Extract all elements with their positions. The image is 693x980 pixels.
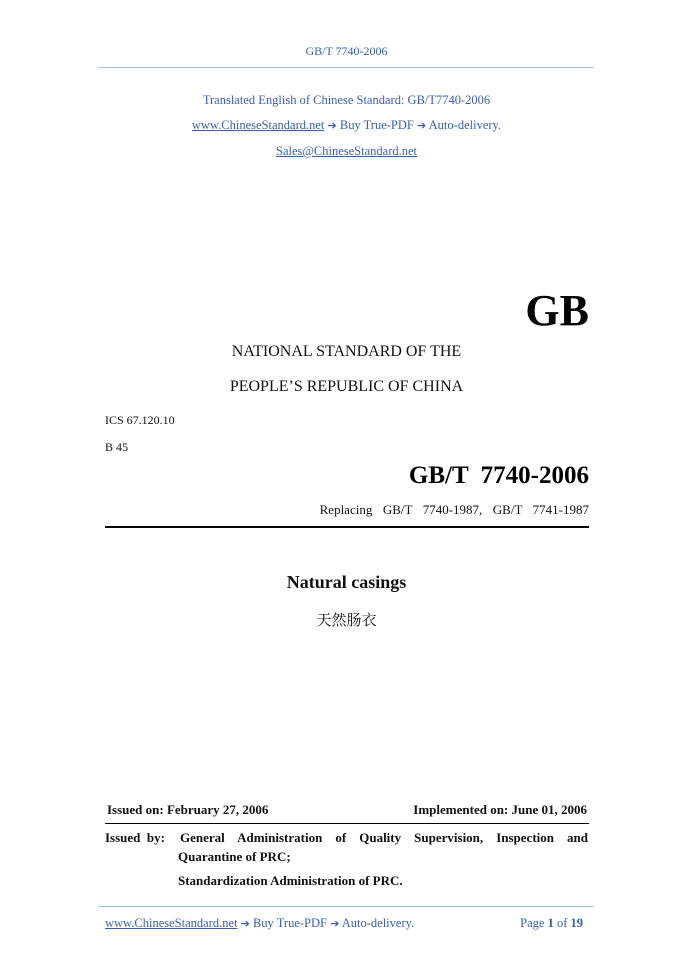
issued-by-line-1: General Administration of Quality Supervision, Inspection and xyxy=(180,830,588,845)
national-standard-line-1: NATIONAL STANDARD OF THE xyxy=(231,343,462,360)
sales-email-link[interactable]: Sales@ChineseStandard.net xyxy=(276,144,417,158)
gb-mark: GB xyxy=(525,286,589,335)
implemented-on-date: Implemented on: June 01, 2006 xyxy=(413,802,587,817)
ics-code: ICS 67.120.10 xyxy=(105,413,175,427)
footer-buy-true-pdf-text: Buy True-PDF xyxy=(252,916,327,930)
arrow-right-icon: ➔ xyxy=(417,119,427,132)
issued-on-date: Issued on: February 27, 2006 xyxy=(107,802,269,817)
national-standard-line-2: PEOPLE’S REPUBLIC OF CHINA xyxy=(229,378,464,395)
header-doc-code: GB/T 7740-2006 xyxy=(305,44,388,58)
page-of: of xyxy=(556,916,568,930)
replacing-standards: Replacing GB/T 7740-1987, GB/T 7741-1987 xyxy=(319,502,589,517)
issued-by-line-2: Quarantine of PRC; xyxy=(178,849,291,864)
arrow-right-icon: ➔ xyxy=(240,917,250,930)
issue-divider xyxy=(105,823,589,824)
page-indicator xyxy=(520,916,583,931)
page-word: Page xyxy=(520,916,545,930)
page-current: 1 xyxy=(547,916,554,930)
footer-site-link[interactable]: www.ChineseStandard.net xyxy=(105,916,238,930)
auto-delivery-text: Auto-delivery. xyxy=(428,118,502,132)
classification-code: B 45 xyxy=(105,440,129,454)
buy-true-pdf-text: Buy True-PDF xyxy=(339,118,414,132)
issued-by-label: Issued by: xyxy=(105,830,165,845)
title-divider xyxy=(105,526,589,528)
arrow-right-icon: ➔ xyxy=(330,917,340,930)
document-title-zh: 天然肠衣 xyxy=(316,611,377,629)
footer-divider xyxy=(98,906,594,907)
arrow-right-icon: ➔ xyxy=(327,119,337,132)
translated-standard-line: Translated English of Chinese Standard: GB/T7740-2006 xyxy=(202,93,491,107)
footer-auto-delivery-text: Auto-delivery. xyxy=(341,916,415,930)
header-divider xyxy=(98,67,594,68)
standard-number: GB/T 7740-2006 xyxy=(408,462,589,489)
sales-email-line xyxy=(0,144,693,159)
site-link[interactable]: www.ChineseStandard.net xyxy=(191,118,325,132)
issued-by-line-3: Standardization Administration of PRC. xyxy=(178,873,403,888)
page-total: 19 xyxy=(570,916,583,930)
document-title-en: Natural casings xyxy=(286,572,407,592)
footer-promo xyxy=(105,916,414,931)
promo-links-line xyxy=(0,118,693,133)
